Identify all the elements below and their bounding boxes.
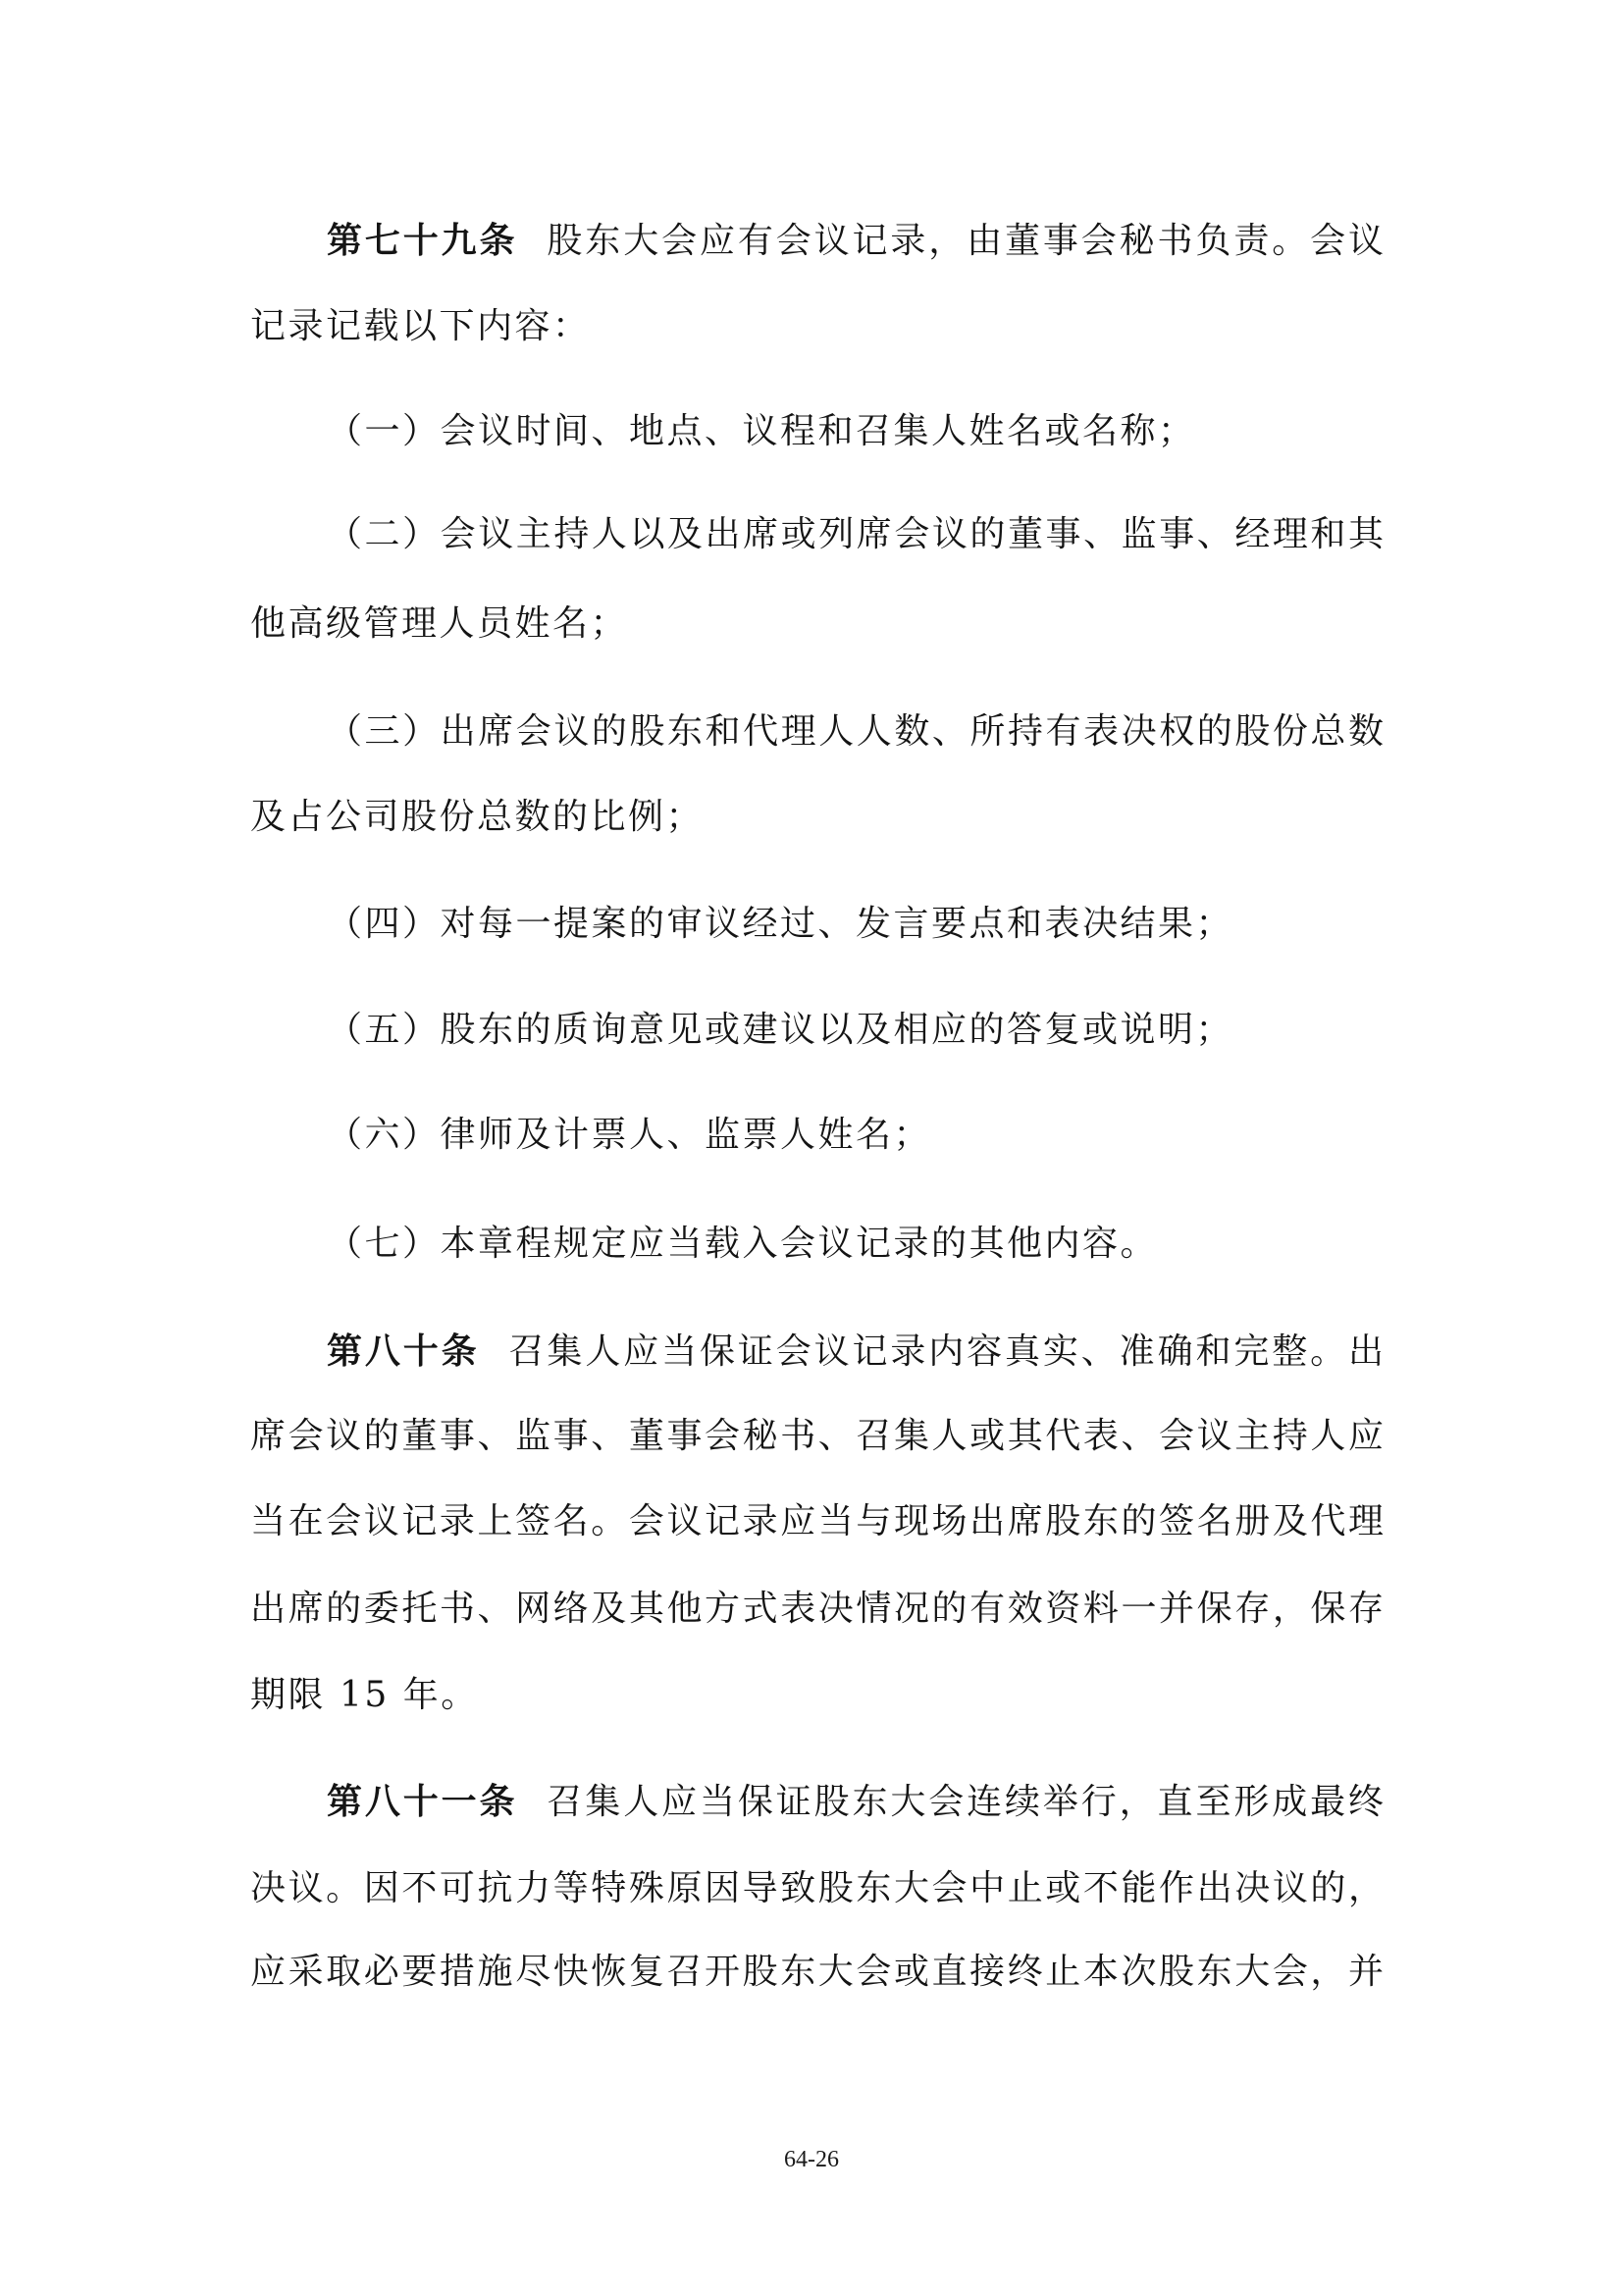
article-81-heading: 第八十一条 bbox=[327, 1781, 518, 1822]
article-79-text: 股东大会应有会议记录，由董事会秘书负责。会议 bbox=[547, 221, 1384, 261]
article-79-item-5: （五）股东的质询意见或建议以及相应的答复或说明； bbox=[327, 1010, 1234, 1050]
article-80-text-line: 当在会议记录上签名。会议记录应当与现场出席股东的签名册及代理 bbox=[250, 1501, 1384, 1541]
article-80-text: 召集人应当保证会议记录内容真实、准确和完整。出 bbox=[508, 1331, 1384, 1372]
article-81-text-line: 决议。因不可抗力等特殊原因导致股东大会中止或不能作出决议的， bbox=[250, 1868, 1384, 1908]
article-81-text-line: 应采取必要措施尽快恢复召开股东大会或直接终止本次股东大会，并 bbox=[250, 1952, 1384, 1992]
article-80-text-line: 席会议的董事、监事、董事会秘书、召集人或其代表、会议主持人应 bbox=[250, 1416, 1384, 1456]
article-79-item-2-continued: 他高级管理人员姓名； bbox=[250, 603, 629, 644]
article-80-text-line: 期限 15 年。 bbox=[250, 1675, 479, 1715]
article-80-text-line: 出席的委托书、网络及其他方式表决情况的有效资料一并保存，保存 bbox=[250, 1589, 1384, 1629]
article-81-text: 召集人应当保证股东大会连续举行，直至形成最终 bbox=[547, 1782, 1384, 1822]
article-79-first-line bbox=[327, 217, 1384, 264]
article-79-text-line: 记录记载以下内容： bbox=[250, 306, 591, 346]
article-79-item-1: （一）会议时间、地点、议程和召集人姓名或名称； bbox=[327, 411, 1196, 451]
article-79-item-7: （七）本章程规定应当载入会议记录的其他内容。 bbox=[327, 1224, 1159, 1264]
article-80-first-line bbox=[327, 1328, 1384, 1375]
article-79-item-3-continued: 及占公司股份总数的比例； bbox=[250, 797, 705, 837]
article-79-item-6: （六）律师及计票人、监票人姓名； bbox=[327, 1115, 932, 1155]
article-79-item-2: （二）会议主持人以及出席或列席会议的董事、监事、经理和其 bbox=[327, 514, 1384, 554]
article-79-item-4: （四）对每一提案的审议经过、发言要点和表决结果； bbox=[327, 904, 1234, 944]
article-80-heading: 第八十条 bbox=[327, 1331, 480, 1372]
article-79-heading: 第七十九条 bbox=[327, 220, 518, 261]
page-number: 64-26 bbox=[784, 2147, 839, 2172]
article-81-first-line bbox=[327, 1778, 1384, 1825]
article-79-item-3: （三）出席会议的股东和代理人人数、所持有表决权的股份总数 bbox=[327, 711, 1384, 752]
